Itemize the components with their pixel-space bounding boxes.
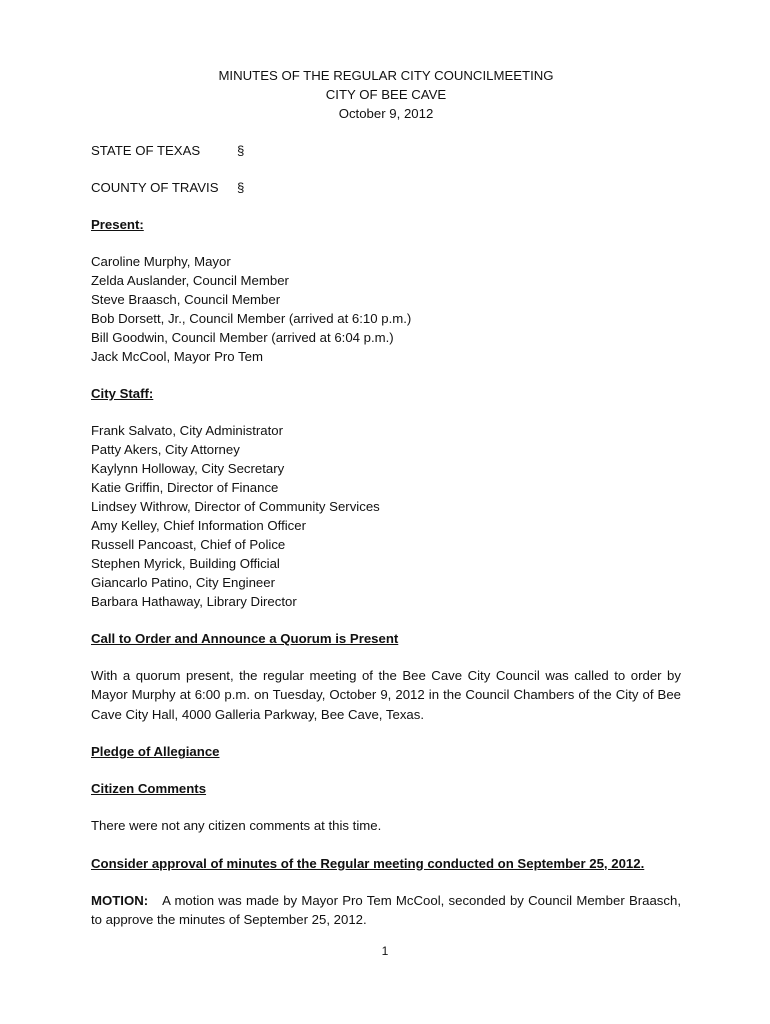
county-label: COUNTY OF TRAVIS — [91, 180, 219, 195]
list-item: Amy Kelley, Chief Information Officer — [91, 518, 306, 533]
list-item: Bill Goodwin, Council Member (arrived at 6:04 p.m.) — [91, 330, 394, 345]
staff-heading: City Staff: — [91, 386, 154, 401]
list-item: Russell Pancoast, Chief of Police — [91, 537, 286, 552]
document-title — [91, 66, 681, 123]
page-number: 1 — [381, 944, 389, 958]
state-label: STATE OF TEXAS — [91, 143, 201, 158]
call-to-order-text: With a quorum present, the regular meeting of the Bee Cave City Council was called to order by Mayor Murphy at 6:00 p.m. on Tuesday, October 9, 2012 in the Council Chambers of the City of Bee Cave City Hall, 4000 Galleria Parkway, Bee Cave, Texas. — [91, 668, 681, 722]
pledge-heading: Pledge of Allegiance — [91, 744, 220, 760]
title-line-city: CITY OF BEE CAVE — [325, 87, 447, 102]
call-to-order-heading: Call to Order and Announce a Quorum is Present — [91, 631, 399, 646]
list-item: Patty Akers, City Attorney — [91, 442, 240, 457]
motion-text: A motion was made by Mayor Pro Tem McCool, seconded by Council Member Braasch, to approve the minutes of September 25, 2012. — [91, 892, 681, 928]
staff-list — [91, 421, 681, 611]
title-line-date: October 9, 2012 — [338, 106, 434, 121]
list-item: Kaylynn Holloway, City Secretary — [91, 461, 285, 476]
state-row — [91, 141, 681, 160]
citizen-comments-heading: Citizen Comments — [91, 781, 207, 797]
document-page — [91, 66, 681, 929]
list-item: Zelda Auslander, Council Member — [91, 273, 289, 288]
list-item: Steve Braasch, Council Member — [91, 292, 281, 307]
list-item: Frank Salvato, City Administrator — [91, 423, 284, 438]
list-item: Lindsey Withrow, Director of Community Services — [91, 499, 380, 514]
minutes-approval-heading: Consider approval of minutes of the Regular meeting conducted on September 25, 2012. — [91, 855, 645, 871]
motion-paragraph — [91, 891, 681, 930]
citizen-comments-text: There were not any citizen comments at this time. — [91, 818, 382, 834]
section-symbol: § — [237, 180, 245, 195]
list-item: Stephen Myrick, Building Official — [91, 556, 280, 571]
county-row — [91, 178, 681, 197]
title-line-meeting: MINUTES OF THE REGULAR CITY COUNCILMEETING — [218, 68, 554, 83]
motion-label: MOTION: — [91, 892, 149, 908]
list-item: Caroline Murphy, Mayor — [91, 254, 231, 269]
list-item: Katie Griffin, Director of Finance — [91, 480, 279, 495]
present-heading: Present: — [91, 217, 144, 232]
list-item: Jack McCool, Mayor Pro Tem — [91, 349, 263, 364]
list-item: Bob Dorsett, Jr., Council Member (arrived at 6:10 p.m.) — [91, 311, 412, 326]
section-symbol: § — [237, 143, 245, 158]
present-list — [91, 252, 681, 366]
list-item: Barbara Hathaway, Library Director — [91, 594, 297, 609]
list-item: Giancarlo Patino, City Engineer — [91, 575, 275, 590]
